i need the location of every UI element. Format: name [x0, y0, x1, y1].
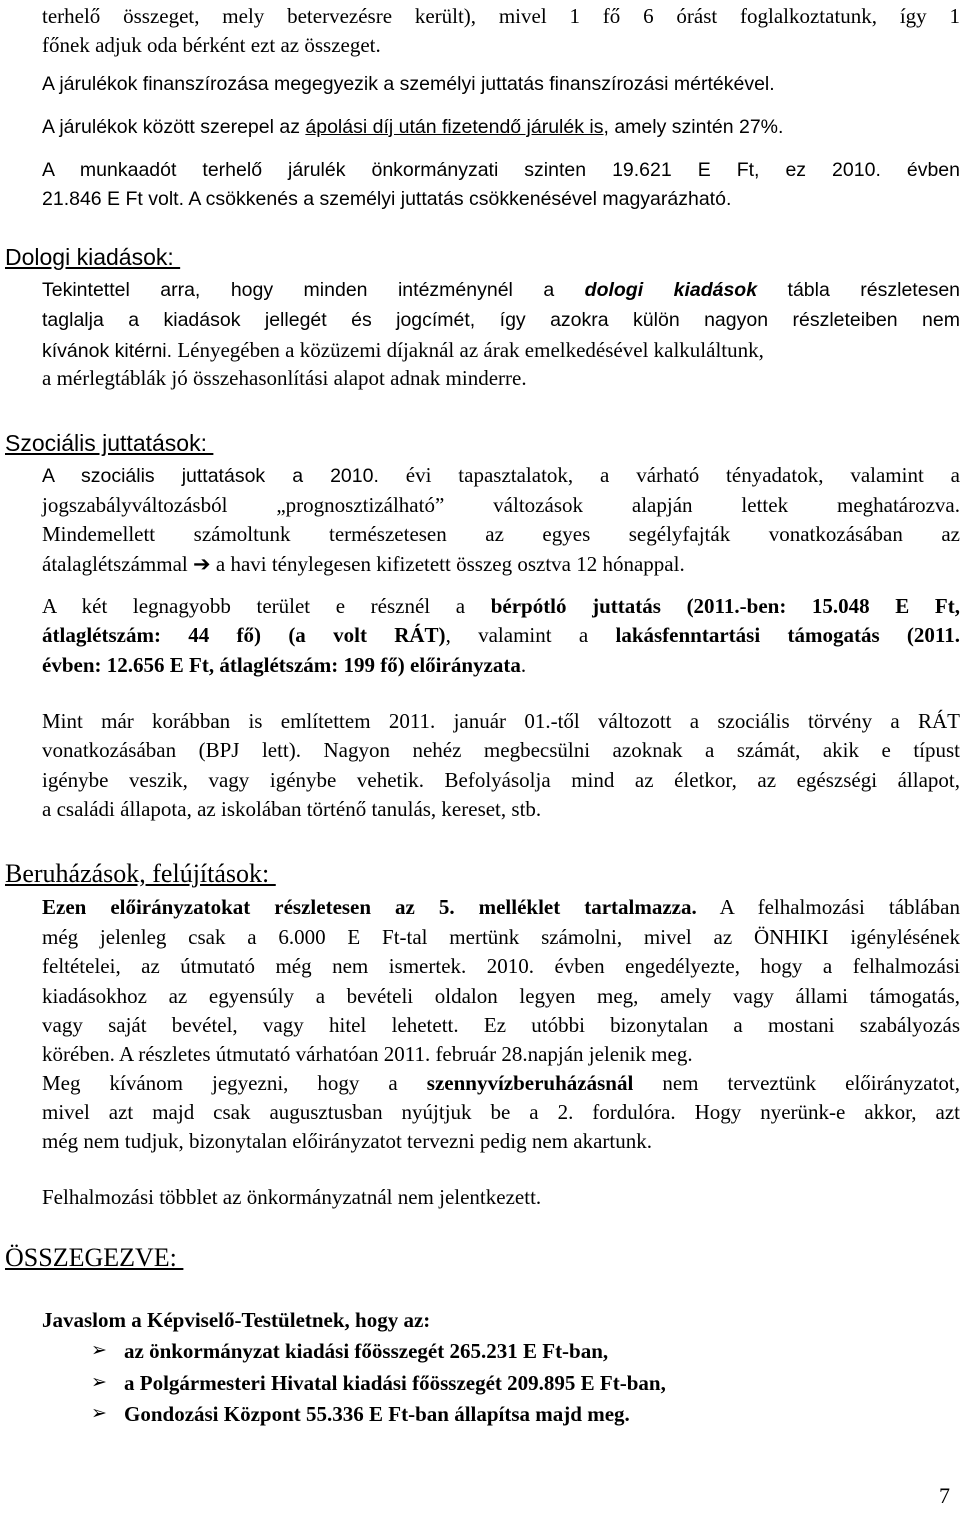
- beruhazas-line-6: körében. A részletes útmutató várhatóan 2011. február 28.napján jelenik meg.: [42, 1042, 693, 1066]
- list-item-text: a Polgármesteri Hivatal kiadási főösszegét 209.895 E Ft-ban,: [124, 1371, 666, 1395]
- intro-line-5: A munkaadót terhelő járulék önkormányzati szinten 19.621 E Ft, ez 2010. évben: [42, 159, 960, 181]
- beruhazas-line-1: [42, 893, 960, 921]
- dologi-line-3: [42, 336, 764, 365]
- intro-line-4-post: , amely szintén 27%.: [603, 116, 784, 138]
- berpotlo-juttatas-bold: bérpótló juttatás (2011.-ben: 15.048 E Ft,: [490, 594, 960, 618]
- szocialis-line-3: Mindemellett számoltunk természetesen az egyes segélyfajták vonatkozásában az: [42, 522, 960, 546]
- beruhazas-line-1-post: A felhalmozási táblában: [696, 895, 960, 919]
- szennyvizberuhazas-bold: szennyvízberuházásnál: [426, 1071, 634, 1095]
- dologi-line-3-serif: Lényegében a közüzemi díjaknál az árak emelkedésével kalkuláltunk,: [172, 338, 764, 362]
- szocialis-p3-line-2: vonatkozásában (BPJ lett). Nagyon nehéz megbecsülni azoknak a számát, akik e típust: [42, 738, 960, 762]
- szocialis-p2-line-3-bold: évben: 12.656 E Ft, átlaglétszám: 199 fő) előirányzata: [42, 653, 521, 677]
- dologi-heading: Dologi kiadások:: [5, 244, 181, 270]
- dologi-line-1-post: tábla részletesen: [757, 279, 960, 301]
- arrow-right-icon: ➔: [193, 552, 211, 576]
- szocialis-line-2: jogszabályváltozásból „prognosztizálható” változások alapján lettek meghatározva.: [42, 493, 960, 517]
- szocialis-heading: Szociális juttatások:: [5, 430, 214, 456]
- szocialis-p3-line-3: igénybe veszik, vagy igénybe vehetik. Befolyásolja mind az életkor, az egészségi állapot,: [42, 768, 960, 792]
- osszegezve-intro: Javaslom a Képviselő-Testületnek, hogy az:: [42, 1308, 431, 1332]
- szocialis-p3-line-4: a családi állapota, az iskolában történő tanulás, kereset, stb.: [42, 797, 542, 821]
- intro-line-3: A járulékok finanszírozása megegyezik a személyi juttatás finanszírozási mértékével.: [42, 73, 775, 95]
- dologi-line-2: taglalja a kiadások jellegét és jogcímét, így azokra külön nagyon részleteiben nem: [42, 309, 960, 331]
- lakasfenntartasi-bold: lakásfenntartási támogatás (2011.: [615, 623, 960, 647]
- arrowhead-bullet-icon: ➢: [91, 1340, 107, 1361]
- szocialis-line-4-post: a havi ténylegesen kifizetett összeg osztva 12 hónappal.: [210, 552, 685, 576]
- beruhazas-line-1-bold: Ezen előirányzatokat részletesen az 5. melléklet tartalmazza.: [42, 895, 697, 919]
- intro-line-4-pre: A járulékok között szerepel az: [42, 116, 306, 138]
- arrowhead-bullet-icon: ➢: [91, 1372, 107, 1393]
- szocialis-line-1: [42, 461, 960, 490]
- szocialis-line-4: [42, 550, 685, 578]
- beruhazas-line-8: mivel azt majd csak augusztusban nyújtjuk be a 2. fordulóra. Hogy nyerünk-e akkor, azt: [42, 1100, 960, 1124]
- atlaglétszam-bold: átlaglétszám: 44 fő) (a volt RÁT): [42, 623, 446, 647]
- beruhazas-line-7-post: nem terveztünk előirányzatot,: [633, 1071, 960, 1095]
- szocialis-p2-line-2-mid: , valamint a: [445, 623, 616, 647]
- apolasi-dij-reference: ápolási díj után fizetendő járulék is: [305, 116, 604, 138]
- szocialis-line-4-pre: átalaglétszámmal: [42, 552, 194, 576]
- intro-line-4: [42, 113, 783, 141]
- beruhazas-line-3: feltételei, az útmutató még nem ismertek. 2010. évben engedélyezte, hogy a felhalmozási: [42, 954, 960, 978]
- intro-line-6: 21.846 E Ft volt. A csökkenés a személyi juttatás csökkenésével magyarázható.: [42, 188, 732, 210]
- beruhazas-line-10: Felhalmozási többlet az önkormányzatnál nem jelentkezett.: [42, 1185, 542, 1209]
- szocialis-p2-line-2: [42, 621, 960, 649]
- page-number: 7: [939, 1483, 950, 1508]
- dologi-line-1-pre: Tekintettel arra, hogy minden intézménynél a: [42, 279, 585, 301]
- intro-line-2: főnek adjuk oda bérként ezt az összeget.: [42, 33, 381, 57]
- beruhazas-line-9: még nem tudjuk, bizonytalan előirányzatot tervezni pedig nem akartunk.: [42, 1129, 652, 1153]
- beruhazas-heading: Beruházások, felújítások:: [5, 859, 276, 888]
- dologi-kiadasok-emphasis: dologi kiadások: [584, 279, 758, 301]
- szocialis-p2-line-3: [42, 651, 526, 679]
- szocialis-p2-line-1: [42, 592, 960, 620]
- list-item-text: Gondozási Központ 55.336 E Ft-ban állapítsa majd meg.: [124, 1402, 630, 1426]
- beruhazas-line-4: kiadásokhoz az egyensúly a bevételi oldalon legyen meg, amely vagy állami támogatás,: [42, 984, 960, 1008]
- dologi-line-4: a mérlegtáblák jó összehasonlítási alapot adnak minderre.: [42, 366, 527, 390]
- list-item-text: az önkormányzat kiadási főösszegét 265.231 E Ft-ban,: [124, 1339, 609, 1363]
- beruhazas-line-5: vagy saját bevétel, vagy hitel lehetett. Ez utóbbi bizonytalan a mostani szabályozás: [42, 1013, 960, 1037]
- beruhazas-line-7-pre: Meg kívánom jegyezni, hogy a: [42, 1071, 427, 1095]
- beruhazas-line-7: [42, 1069, 960, 1097]
- intro-line-1: terhelő összeget, mely betervezésre került), mivel 1 fő 6 órást foglalkoztatunk, így 1: [42, 4, 960, 28]
- szocialis-line-1-sans: A szociális juttatások a 2010.: [42, 465, 379, 487]
- szocialis-p2-line-1-pre: A két legnagyobb terület e résznél a: [42, 594, 491, 618]
- dologi-line-1: [42, 276, 960, 304]
- szocialis-p2-line-3-post: .: [520, 653, 527, 677]
- beruhazas-line-2: még jelenleg csak a 6.000 E Ft-tal mertünk számolni, mivel az ÖNHIKI igénylésének: [42, 925, 960, 949]
- osszegezve-heading: ÖSSZEGEZVE:: [5, 1243, 184, 1272]
- dologi-line-3-sans: kívánok kitérni.: [42, 340, 173, 362]
- szocialis-p3-line-1: Mint már korábban is említettem 2011. január 01.-től változott a szociális törvény a RÁT: [42, 709, 960, 733]
- arrowhead-bullet-icon: ➢: [91, 1403, 107, 1424]
- szocialis-line-1-serif: évi tapasztalatok, a várható tényadatok, valamint a: [378, 463, 960, 487]
